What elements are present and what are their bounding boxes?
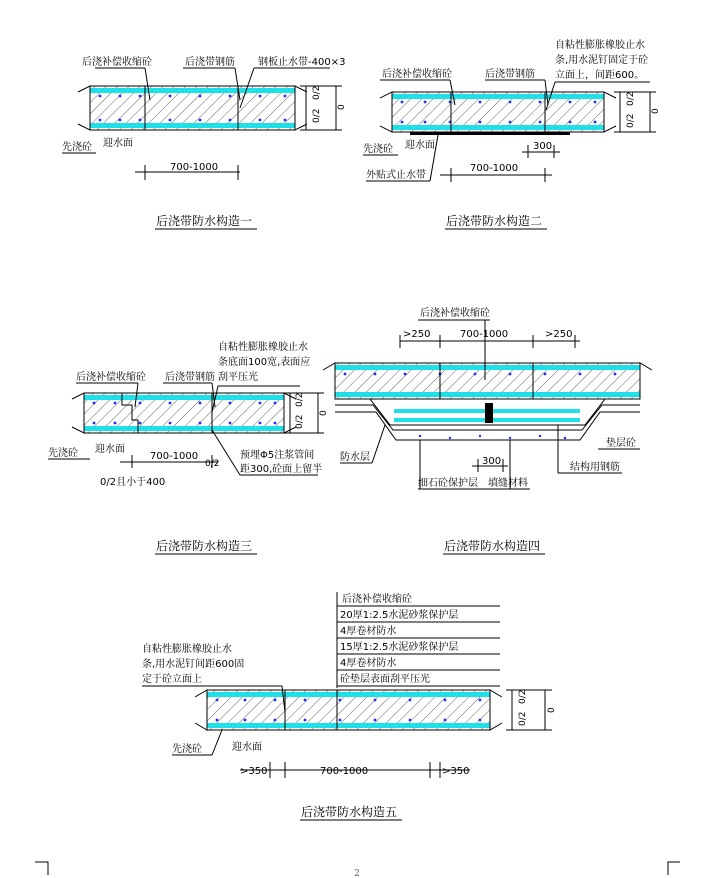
fig3-label-mid: 后浇带钢筋 bbox=[165, 372, 215, 383]
fig3-dim-small: 0/2 bbox=[205, 459, 220, 469]
fig1-dim-v3: 0 bbox=[337, 104, 347, 110]
fig5-label-face: 迎水面 bbox=[232, 742, 262, 753]
fig1-label-face: 迎水面 bbox=[103, 138, 133, 149]
fig2-label-left: 后浇补偿收缩砼 bbox=[382, 69, 452, 80]
fig3-label-bottom-2: 距300,砼面上留半 bbox=[240, 464, 323, 475]
fig1-label-precast: 先浇砼 bbox=[62, 142, 92, 153]
fig5-dim-mid: 700-1000 bbox=[320, 766, 369, 777]
fig1-dim: 700-1000 bbox=[170, 162, 219, 173]
fig5-dim-v3: 0 bbox=[547, 707, 557, 713]
fig1-dim-v1: 0/2 bbox=[312, 85, 322, 100]
fig3-dim-v3: 0 bbox=[319, 410, 329, 416]
fig5-label-left-2: 条,用水泥钉间距600固 bbox=[142, 659, 245, 670]
fig5-layer-3: 15厚1:2.5水泥砂浆保护层 bbox=[340, 642, 459, 653]
fig4-dim-left: >250 bbox=[403, 329, 431, 340]
fig1-label-right: 钢板止水带-400×3 bbox=[258, 57, 346, 68]
fig5-layer-4: 4厚卷材防水 bbox=[340, 658, 397, 669]
fig1-caption: 后浇带防水构造一 bbox=[156, 214, 253, 228]
fig5-dim-v1: 0/2 bbox=[518, 689, 528, 704]
fig2-label-right-3: 立面上，间距600。 bbox=[555, 70, 645, 81]
fig5-dim-left: >350 bbox=[240, 766, 268, 777]
fig3-dim-v2: 0/2 bbox=[295, 414, 305, 429]
fig2-label-face: 迎水面 bbox=[405, 140, 435, 151]
fig2-label-bottom: 外贴式止水带 bbox=[366, 170, 426, 181]
fig5-dim-right: >350 bbox=[442, 766, 470, 777]
fig2-label-right-1: 自粘性膨胀橡胶止水 bbox=[555, 40, 645, 51]
fig3-dim: 700-1000 bbox=[150, 451, 199, 462]
fig3-label-right-1: 自粘性膨胀橡胶止水 bbox=[218, 342, 308, 353]
fig4-label-rebar: 结构用钢筋 bbox=[570, 462, 620, 473]
fig5-layer-0: 后浇补偿收缩砼 bbox=[342, 594, 412, 605]
fig4-label-cushion: 垫层砼 bbox=[606, 438, 636, 449]
fig2-dim: 700-1000 bbox=[470, 163, 519, 174]
figure-4 bbox=[323, 306, 652, 554]
page-number: 2 bbox=[354, 869, 360, 878]
fig2-label-mid: 后浇带钢筋 bbox=[485, 69, 535, 80]
figure-2 bbox=[363, 38, 661, 229]
fig2-dim-v1: 0/2 bbox=[626, 91, 636, 106]
fig2-dim-small: 300 bbox=[533, 141, 553, 152]
fig3-label-note: 0/2且小于400 bbox=[100, 477, 166, 488]
figure-5 bbox=[142, 592, 557, 820]
fig2-caption: 后浇带防水构造二 bbox=[446, 214, 543, 228]
fig3-caption: 后浇带防水构造三 bbox=[156, 539, 253, 553]
fig4-dim-small: 300 bbox=[482, 456, 502, 467]
fig2-dim-v3: 0 bbox=[651, 108, 661, 114]
fig1-label-mid: 后浇带钢筋 bbox=[185, 57, 235, 68]
fig3-label-bottom-1: 预埋Φ5注浆管间 bbox=[240, 450, 315, 461]
fig3-label-left: 后浇补偿收缩砼 bbox=[76, 372, 146, 383]
fig3-label-face: 迎水面 bbox=[95, 444, 125, 455]
fig5-layer-5: 砼垫层表面刮平压光 bbox=[340, 674, 430, 685]
fig4-label-top: 后浇补偿收缩砼 bbox=[420, 308, 490, 319]
fig5-layer-1: 20厚1:2.5水泥砂浆保护层 bbox=[340, 610, 459, 621]
fig3-label-right-3: 刮平压光 bbox=[218, 372, 258, 383]
fig5-caption: 后浇带防水构造五 bbox=[301, 805, 398, 819]
fig4-label-fill: 填缝材料 bbox=[488, 478, 528, 489]
fig3-label-right-2: 条底面100宽,表面应 bbox=[218, 357, 311, 368]
figure-1 bbox=[62, 55, 347, 229]
fig2-label-precast: 先浇砼 bbox=[363, 144, 393, 155]
fig5-dim-v2: 0/2 bbox=[518, 711, 528, 726]
fig5-label-left-1: 自粘性膨胀橡胶止水 bbox=[142, 644, 232, 655]
fig2-label-right-2: 条,用水泥钉固定于砼 bbox=[555, 55, 649, 66]
fig4-dim-mid: 700-1000 bbox=[460, 329, 509, 340]
fig4-dim-right: >250 bbox=[545, 329, 573, 340]
fig3-label-precast: 先浇砼 bbox=[48, 448, 78, 459]
fig1-dim-v2: 0/2 bbox=[312, 108, 322, 123]
fig4-caption: 后浇带防水构造四 bbox=[444, 539, 541, 553]
fig2-dim-v2: 0/2 bbox=[626, 113, 636, 128]
fig3-dim-v1: 0/2 bbox=[295, 392, 305, 407]
fig5-label-precast: 先浇砼 bbox=[172, 744, 202, 755]
fig4-label-fine: 细石砼保护层 bbox=[418, 478, 478, 489]
figure-3 bbox=[48, 340, 329, 554]
fig1-label-left: 后浇补偿收缩砼 bbox=[82, 57, 152, 68]
fig4-label-waterproof: 防水层 bbox=[340, 452, 370, 463]
fig5-label-left-3: 定于砼立面上 bbox=[142, 674, 202, 685]
fig5-layer-2: 4厚卷材防水 bbox=[340, 626, 397, 637]
